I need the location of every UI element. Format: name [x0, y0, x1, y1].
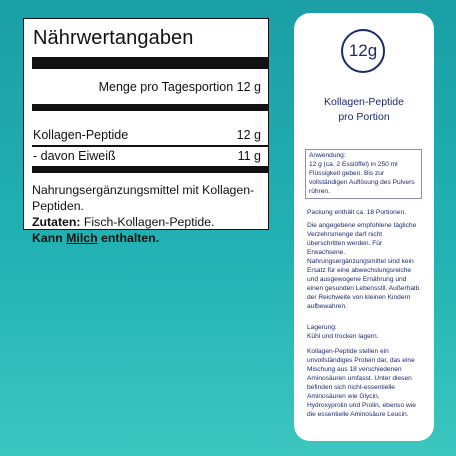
nutrient-value: 11 g [237, 149, 261, 163]
storage-block [307, 323, 421, 341]
storage-title: Lagerung: [307, 324, 337, 331]
usage-box [305, 149, 422, 199]
ingredients-label: Zutaten: [32, 215, 81, 229]
nutrition-label [23, 18, 269, 245]
ingredients-line [32, 214, 262, 230]
product-description: Nahrungsergänzungsmittel mit Kollagen-Peptiden. [32, 183, 255, 213]
info-panel [294, 13, 434, 441]
thin-divider [32, 145, 268, 147]
medium-divider [32, 166, 268, 173]
nutrient-row [33, 149, 261, 163]
serving-header [33, 80, 261, 94]
protein-line-1: Kollagen-Peptide [324, 96, 404, 108]
dose-value: 12g [348, 41, 378, 60]
nutrient-label: - davon Eiweiß [33, 149, 116, 163]
warning-text: Die angegebene empfohlene tägliche Verzehrsmenge darf nicht überschritten werden. Für Erwachsene. Nahrungsergänzungsmittel sind kein Ersatz für eine abwechslungsreiche und ausgewogene Ernährung und einen gesunden Lebensstil. Außerhalb der Reichweite von kleinen Kindern aufbewahren. [307, 222, 420, 310]
product-note [32, 182, 262, 246]
allergen-suffix: enthalten. [101, 231, 160, 245]
info-text: Kollagen-Peptide stellen ein unvollständiges Protein dar, das eine Mischung aus 18 verschiedenen Aminosäuren umfasst. Unter diesen befinden sich nicht-essentielle Aminosäuren wie Glycin, Hydroxyprolin und Prolin, ebenso wie die essentielle Aminosäure Leucin. [307, 348, 416, 418]
thick-divider [32, 57, 268, 69]
nutrition-title: Nährwertangaben [33, 27, 194, 49]
package-text: Packung enthält ca. 18 Portionen. [307, 209, 406, 216]
nutrient-label: Kollagen-Peptide [33, 128, 129, 142]
storage-text: Kühl und trocken lagern. [307, 333, 379, 340]
protein-caption [294, 95, 434, 125]
allergen-prefix: Kann [32, 231, 63, 245]
ingredients-value: Fisch-Kollagen-Peptide. [83, 215, 215, 229]
dose-badge [341, 29, 385, 73]
allergen-line [32, 230, 262, 246]
protein-line-2: pro Portion [338, 111, 390, 123]
usage-text: 12 g (ca. 2 Esslöffel) in 250 ml Flüssigkeit geben. Bis zur vollständigen Auflösung des Pulvers rühren. [309, 161, 415, 195]
usage-title: Anwendung: [309, 152, 346, 159]
serving-label: Menge pro Tagesportion 12 g [98, 80, 261, 94]
nutrient-row [33, 128, 261, 142]
allergen-name: Milch [66, 231, 98, 245]
nutrient-value: 12 g [236, 128, 261, 142]
medium-divider [32, 104, 268, 111]
